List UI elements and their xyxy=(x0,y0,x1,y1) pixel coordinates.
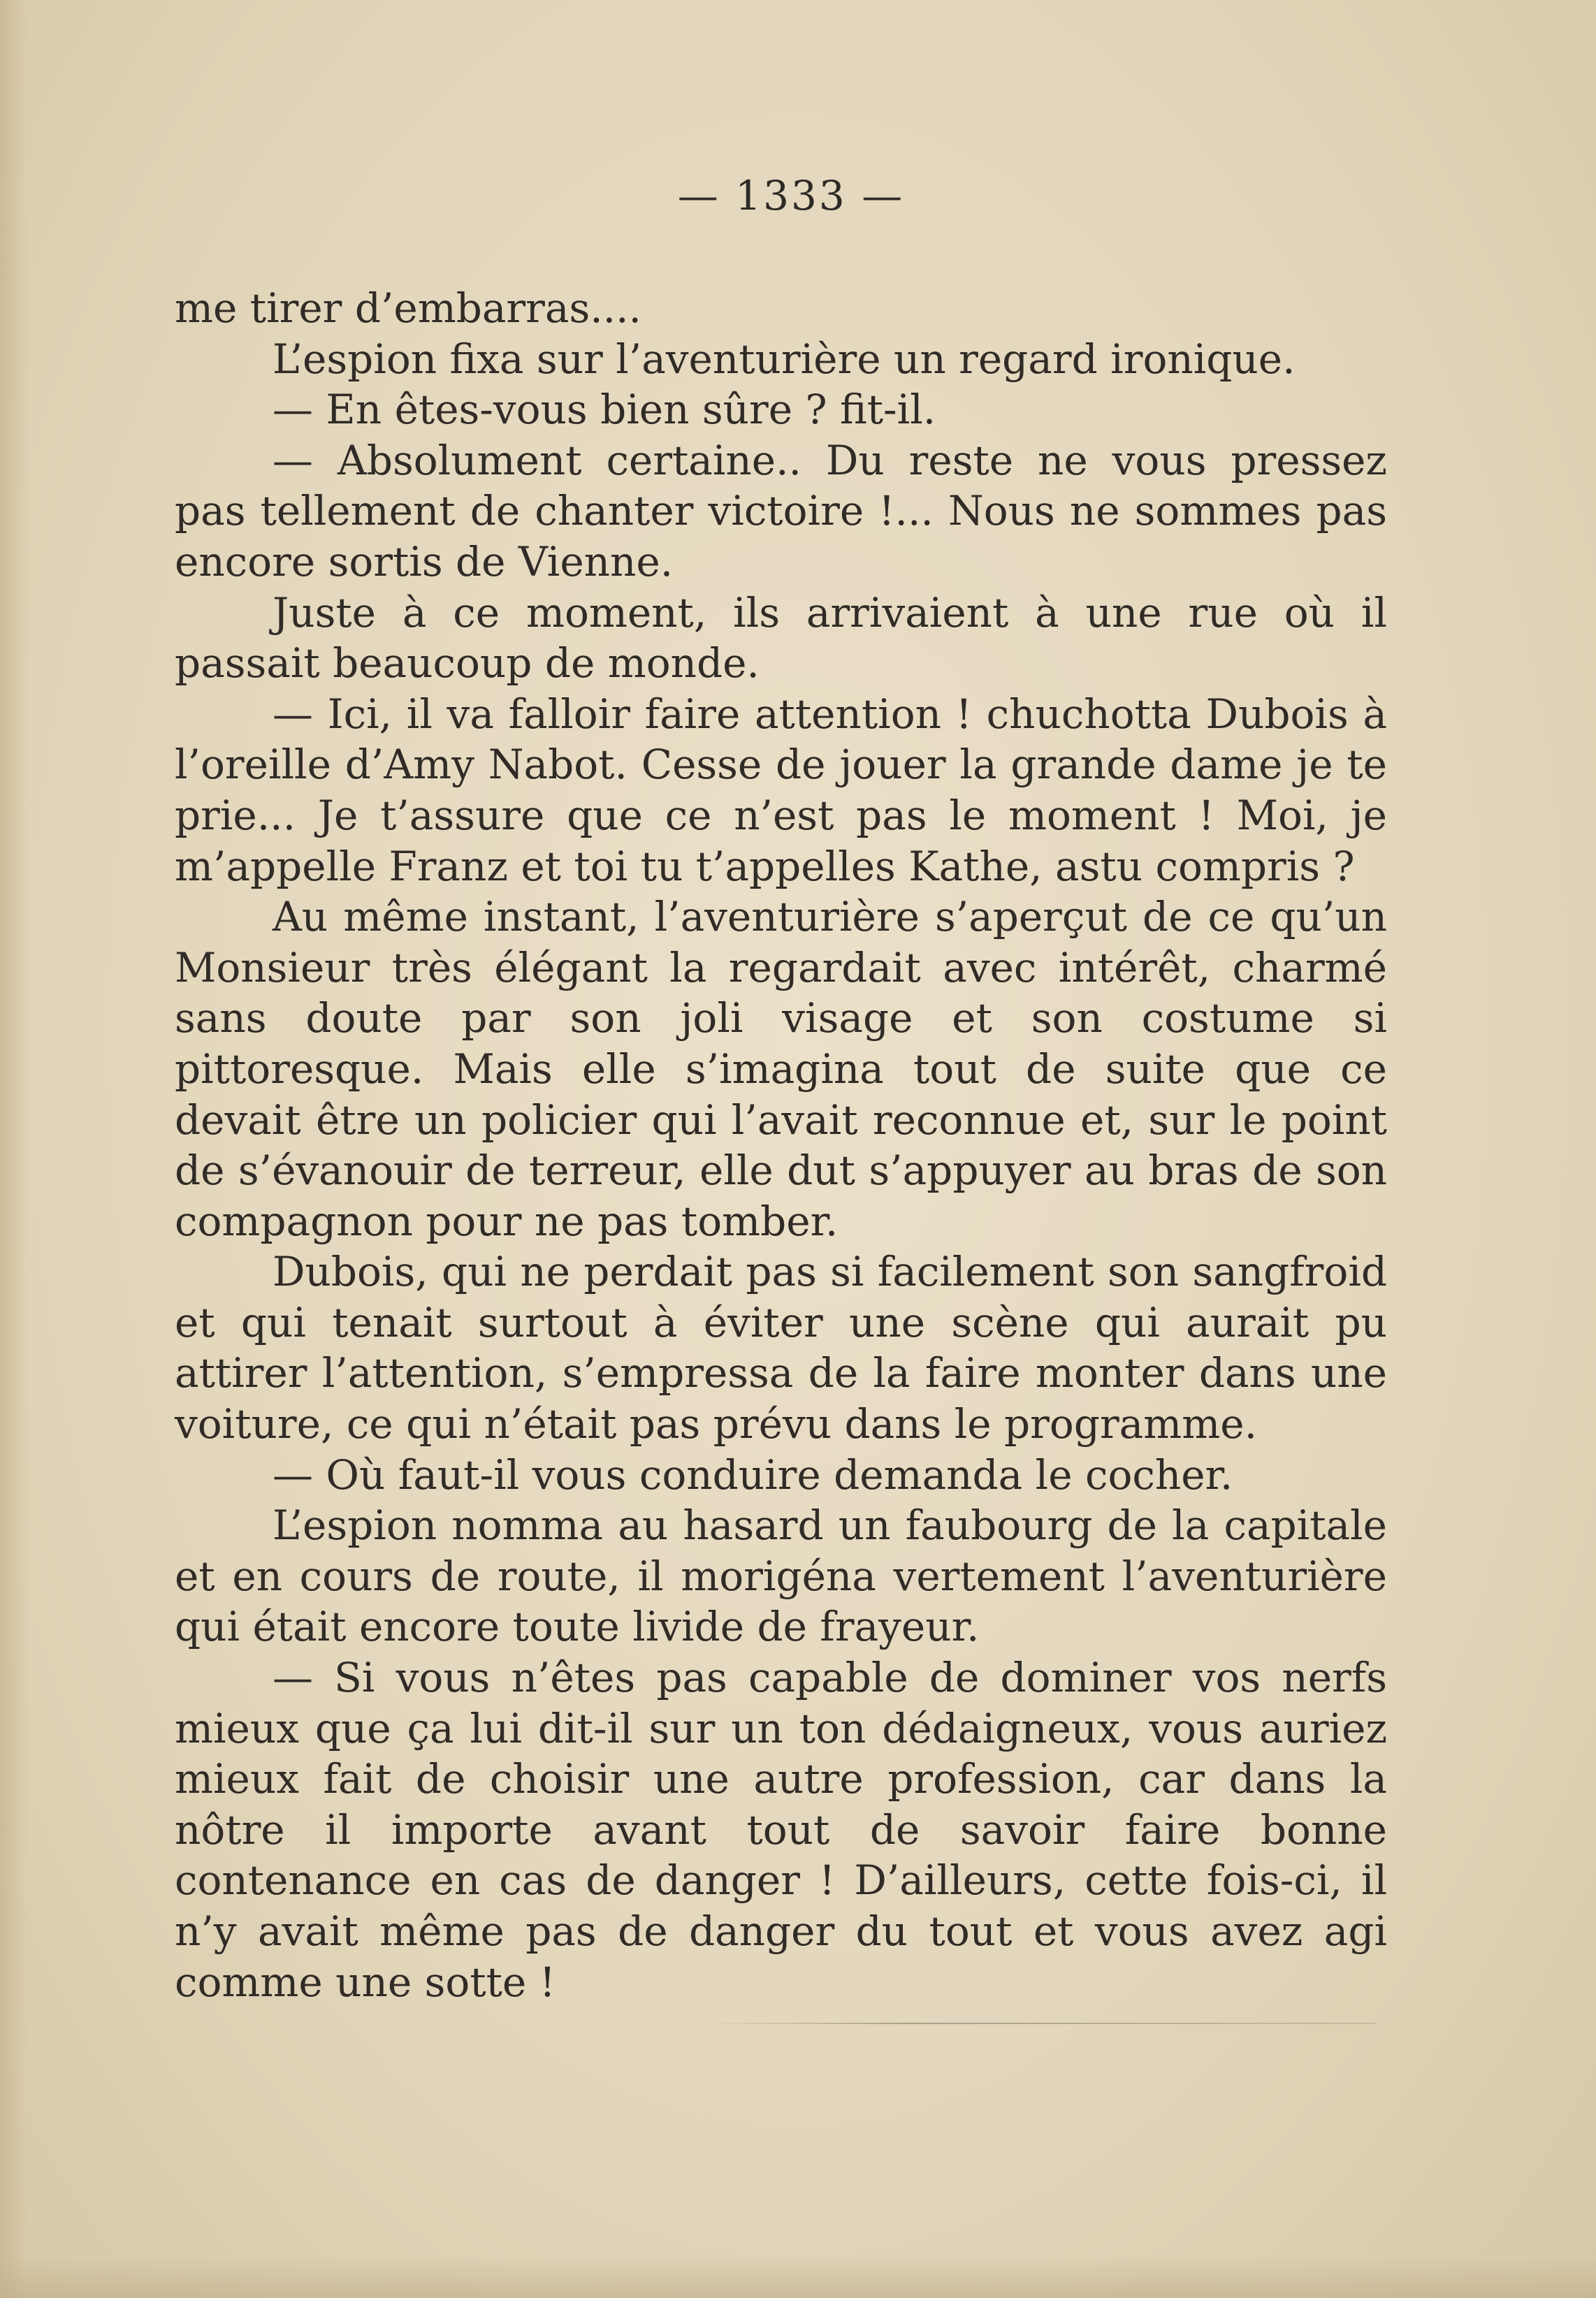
paragraph: Au même instant, l’aventurière s’aperçut de ce qu’un Monsieur très élégant la regardait avec intérêt, charmé sans doute par son joli visage et son costume si pittoresque. Mais elle s’imagina tout de suite que ce devait être un policier qui l’avait reconnue et, sur le point de s’évanouir de terreur, elle dut s’appuyer au bras de son compagnon pour ne pas tomber. xyxy=(175,893,1387,1245)
paragraph: — Si vous n’êtes pas capable de dominer vos nerfs mieux que ça lui dit-il sur un ton dédaigneux, vous auriez mieux fait de choisir une autre profession, car dans la nôtre il importe avant tout de savoir faire bonne contenance en cas de danger ! D’ailleurs, cette fois-ci, il n’y avait même pas de danger du tout et vous avez agi comme une sotte ! xyxy=(175,1654,1387,2006)
paragraph: — En êtes-vous bien sûre ? fit-il. xyxy=(273,386,936,434)
end-rule xyxy=(706,2023,1377,2024)
paragraph: me tirer d’embarras.... xyxy=(175,284,641,332)
paragraph: Juste à ce moment, ils arrivaient à une rue où il passait beaucoup de monde. xyxy=(175,588,1387,688)
body-text xyxy=(175,283,1387,2007)
paragraph: — Ici, il va falloir faire attention ! chuchotta Dubois à l’oreille d’Amy Nabot. Cesse de jouer la grande dame je te prie... Je t’assure que ce n’est pas le moment ! Moi, je m’appelle Franz et toi tu t’appelles Kathe, astu compris ? xyxy=(175,690,1387,890)
paragraph: — Absolument certaine.. Du reste ne vous pressez pas tellement de chanter victoire !... Nous ne sommes pas encore sortis de Vienne. xyxy=(175,436,1387,586)
paragraph: L’espion nomma au hasard un faubourg de la capitale et en cours de route, il morigéna vertement l’aventurière qui était encore toute livide de frayeur. xyxy=(175,1501,1387,1651)
page-shadow-left xyxy=(0,0,28,2298)
paragraph: Dubois, qui ne perdait pas si facilement son sangfroid et qui tenait surtout à éviter une scène qui aurait pu attirer l’attention, s’empressa de la faire monter dans une voiture, ce qui n’était pas prévu dans le programme. xyxy=(175,1248,1387,1448)
page-number: — 1333 — xyxy=(677,172,905,219)
paragraph: L’espion fixa sur l’aventurière un regard ironique. xyxy=(273,335,1296,383)
paragraph: — Où faut-il vous conduire demanda le cocher. xyxy=(273,1450,1233,1499)
page-shadow-bottom xyxy=(0,2256,1596,2298)
